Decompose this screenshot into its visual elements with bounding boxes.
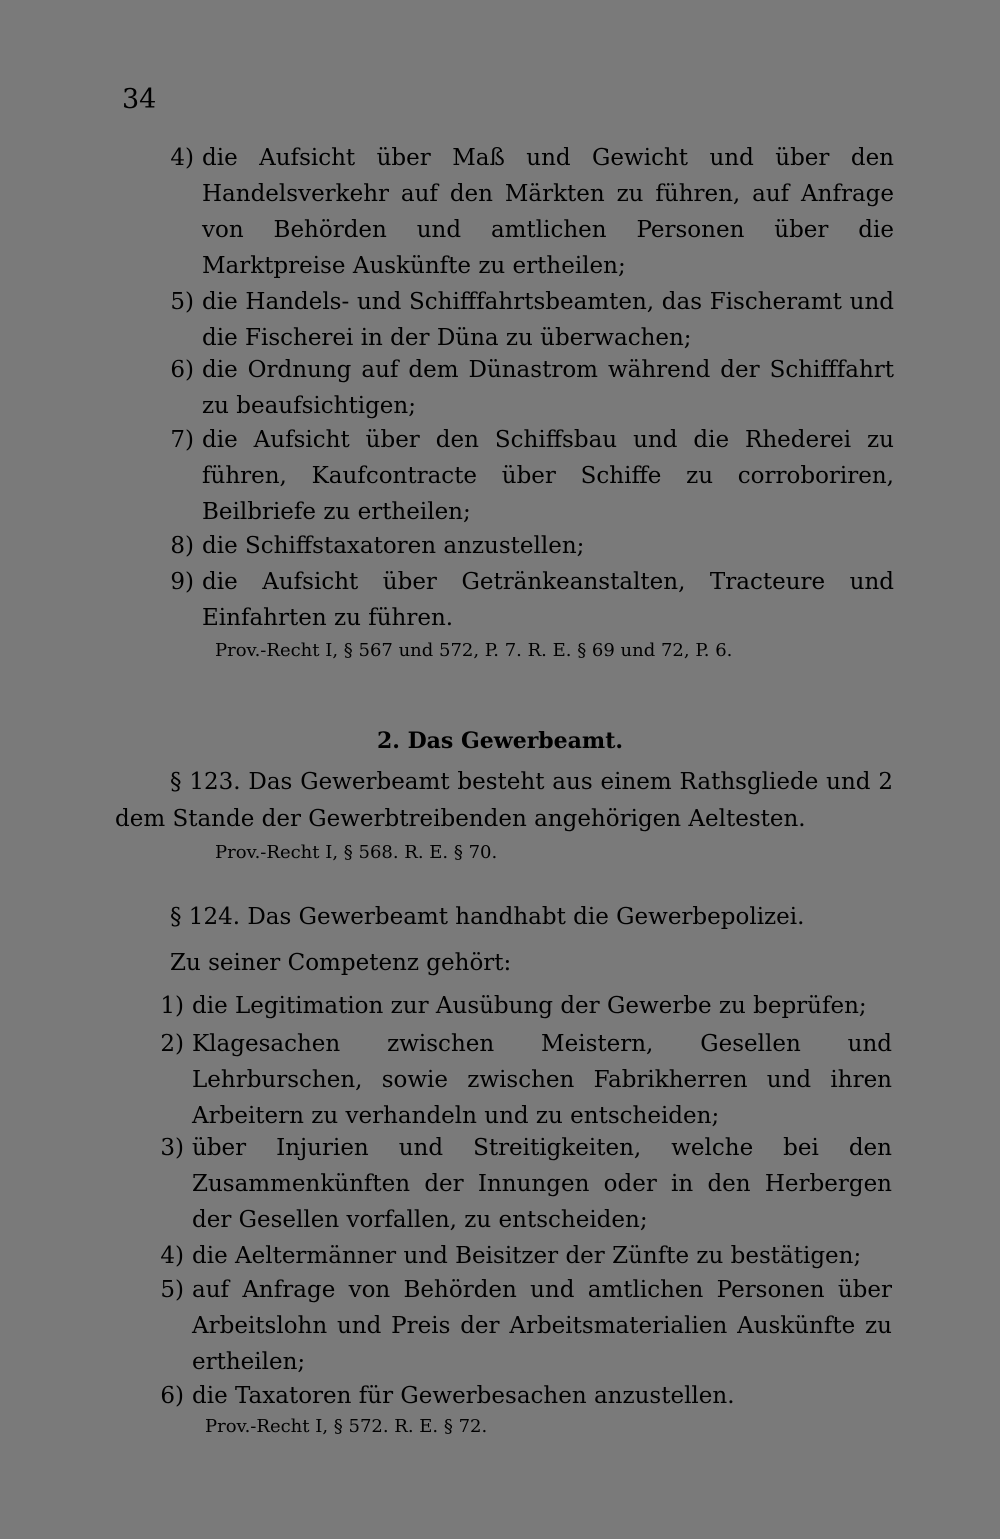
list-item [140, 1272, 900, 1380]
paragraph-123: § 123. Das Gewerbeamt besteht aus einem Rathsgliede und 2 dem Stande der Gewerbtreibenden angehörigen Aeltesten. [115, 769, 893, 832]
competence-intro: Zu seiner Competenz gehört: [170, 950, 512, 976]
list-item [150, 284, 900, 356]
legal-citation: Prov.-Recht I, § 568. R. E. § 70. [215, 842, 498, 863]
item-text: Klagesachen zwischen Meistern, Gesellen und Lehrburschen, sowie zwischen Fabrikherren und ihren Arbeitern zu verhandeln und zu entscheiden; [192, 1031, 892, 1129]
list-item [140, 1238, 900, 1274]
item-text: über Injurien und Streitigkeiten, welche bei den Zusammenkünften der Innungen oder in den Herbergen der Gesellen vorfallen, zu entscheiden; [192, 1135, 892, 1233]
legal-citation: Prov.-Recht I, § 572. R. E. § 72. [205, 1416, 488, 1437]
item-number: 2) [160, 1031, 184, 1057]
item-number: 6) [170, 357, 194, 383]
list-item [150, 564, 900, 636]
list-item [140, 1026, 900, 1134]
item-number: 1) [160, 993, 184, 1019]
list-item [140, 1130, 900, 1238]
list-item [150, 528, 900, 564]
legal-citation: Prov.-Recht I, § 567 und 572, P. 7. R. E. § 69 und 72, P. 6. [215, 640, 733, 661]
item-number: 4) [170, 145, 194, 171]
list-item [140, 1378, 900, 1414]
list-item [150, 140, 900, 279]
item-number: 5) [160, 1277, 184, 1303]
item-text: die Aufsicht über Maß und Gewicht und über den Handelsverkehr auf den Märkten zu führen, auf Anfrage von Behörden und amtlichen Personen über die Marktpreise Auskünfte zu ertheilen; [202, 145, 894, 279]
item-text: die Taxatoren für Gewerbesachen anzustellen. [192, 1383, 735, 1409]
item-number: 9) [170, 569, 194, 595]
item-number: 7) [170, 427, 194, 453]
item-text: die Legitimation zur Ausübung der Gewerbe zu beprüfen; [192, 993, 867, 1019]
paragraph-124: § 124. Das Gewerbeamt handhabt die Gewerbepolizei. [170, 904, 805, 930]
page-number: 34 [122, 84, 157, 115]
item-text: die Schiffstaxatoren anzustellen; [202, 533, 585, 559]
item-text: die Aeltermänner und Beisitzer der Zünfte zu bestätigen; [192, 1243, 862, 1269]
list-item [140, 988, 900, 1024]
item-text: auf Anfrage von Behörden und amtlichen Personen über Arbeitslohn und Preis der Arbeitsmaterialien Auskünfte zu ertheilen; [192, 1277, 892, 1375]
item-text: die Handels- und Schifffahrtsbeamten, das Fischeramt und die Fischerei in der Düna zu überwachen; [202, 289, 894, 351]
item-number: 5) [170, 289, 194, 315]
list-item [150, 422, 900, 530]
item-number: 8) [170, 533, 194, 559]
item-number: 6) [160, 1383, 184, 1409]
item-text: die Aufsicht über den Schiffsbau und die Rhederei zu führen, Kaufcontracte über Schiffe zu corroboriren, Beilbriefe zu ertheilen; [202, 427, 894, 525]
section-heading: 2. Das Gewerbeamt. [376, 728, 624, 754]
item-text: die Aufsicht über Getränkeanstalten, Tracteure und Einfahrten zu führen. [202, 569, 894, 631]
item-number: 4) [160, 1243, 184, 1269]
item-text: die Ordnung auf dem Dünastrom während der Schifffahrt zu beaufsichtigen; [202, 357, 894, 419]
list-item [150, 352, 900, 424]
item-number: 3) [160, 1135, 184, 1161]
